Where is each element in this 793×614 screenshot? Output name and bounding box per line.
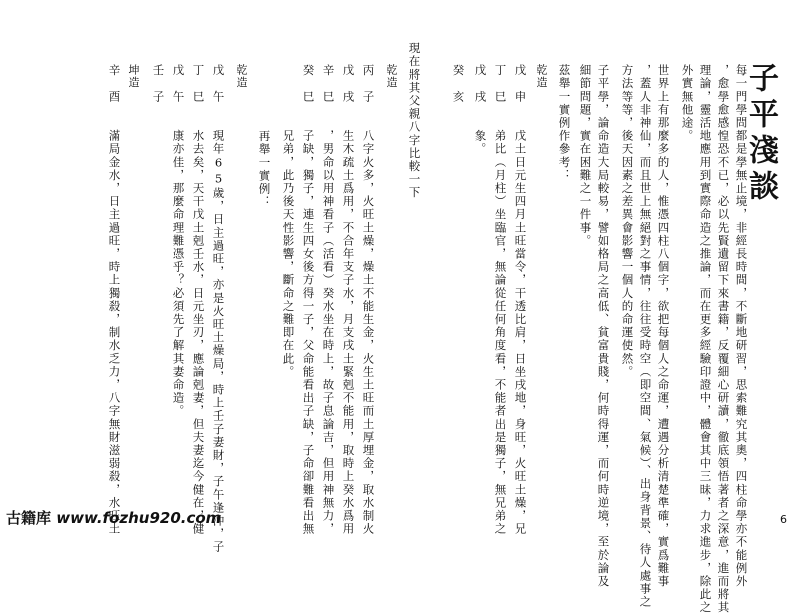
text-column: 戊 午 現年65歲，日主過旺，亦是火旺土燥局，時上壬子妻財，子午逢沖，子 <box>211 64 226 554</box>
text-column: 世界上有那麼多的人，惟憑四柱八個字，欲把每個人之命運，遭遇分析清楚準確，實爲難事 <box>656 64 671 588</box>
text-column: 子平學，論命造大局較易，譬如格局之高低、貧富貴賤，何時得運，而何時逆境，至於論及 <box>596 64 611 588</box>
site-url: www.fozhu920.com <box>56 509 222 527</box>
footer-watermark <box>6 507 221 528</box>
text-column: 壬 子 <box>151 64 166 104</box>
text-column: 方法等等，後天因素之差異會影響一個人的命運使然。 <box>620 64 635 379</box>
text-column: 再舉一實例： <box>257 130 272 209</box>
text-column: 辛 酉 滿局金水，日主過旺，時上獨殺，制水乏力，八字無財滋弱殺，水旺土 <box>107 64 122 536</box>
text-column: 戊 戌 象。 <box>473 64 488 156</box>
text-column: 戊 申 戊土日元生四月土旺當令，干透比肩，日坐戌地，身旺，火旺土燥，兄 <box>513 64 528 536</box>
text-column: ，蓋人非神仙，而且世上無絕對之事情，往往受時空（即空間、氣候）、出身背景、待人處事之 <box>638 64 653 609</box>
text-column: 癸 巳 子缺，獨子，連生四女後方得一子，父命能看出子缺，子命卻難看出無 <box>301 64 316 536</box>
text-column: 丁 巳 弟比（月柱）坐臨官，無論從任何角度看，不能者出是獨子，無兄弟之 <box>493 64 508 536</box>
text-column: 乾造 <box>535 64 548 89</box>
text-column: 每一門學問都是學無止境，非經長時間，不斷地研習，思索難究其奧，四柱命學亦不能例外 <box>734 64 749 588</box>
text-column: 坤造 <box>127 64 140 89</box>
page-number: 6 <box>780 513 787 526</box>
text-column: 辛 巳 ，男命以用神看子（活看）癸水坐在時上，故子息論吉，但用神無力， <box>321 64 336 536</box>
text-column: 兄弟，此乃後天性影響，斷命之難即在此。 <box>281 64 296 379</box>
text-column: 丙 子 八字火多，火旺土燥，燥土不能生金，火生土旺而土厚埋金，取水制火 <box>361 64 376 536</box>
site-name: 古籍库 <box>6 509 52 527</box>
text-column: 癸 亥 <box>451 64 466 104</box>
text-column: ，愈學愈感惶恐不已，必以先賢遺留下來書籍，反覆細心研讀，徹底領悟著者之深意，進而將其 <box>716 64 731 614</box>
text-column: 戊 戌 生木疏土爲用，不合年支子水，月支戌土緊剋不能用，取時上癸水爲用 <box>341 64 356 536</box>
text-column: 茲舉一實例作參考： <box>557 64 572 182</box>
text-column: 細節問題，實在困難之一件事。 <box>578 64 593 248</box>
text-column: 乾造 <box>235 64 248 89</box>
text-column: 戊 午 康亦佳，那麼命理難憑乎？必須先了解其妻命造。 <box>171 64 186 418</box>
page-title: 子平淺談 <box>743 62 778 206</box>
text-column: 乾造 <box>385 64 398 89</box>
text-column: 現在將其父親八字比較一下 <box>407 42 422 200</box>
text-column: 丁 巳 水去矣，天干戊土剋壬水，日元坐刃，應論剋妻，但夫妻迄今健在，健 <box>191 64 206 536</box>
text-column: 外實無他途。 <box>680 64 695 143</box>
text-column: 理論，靈活地應用到實際命造之推論，而在更多經驗印證中，體會其中三昧，力求進步，除此之 <box>698 64 713 614</box>
